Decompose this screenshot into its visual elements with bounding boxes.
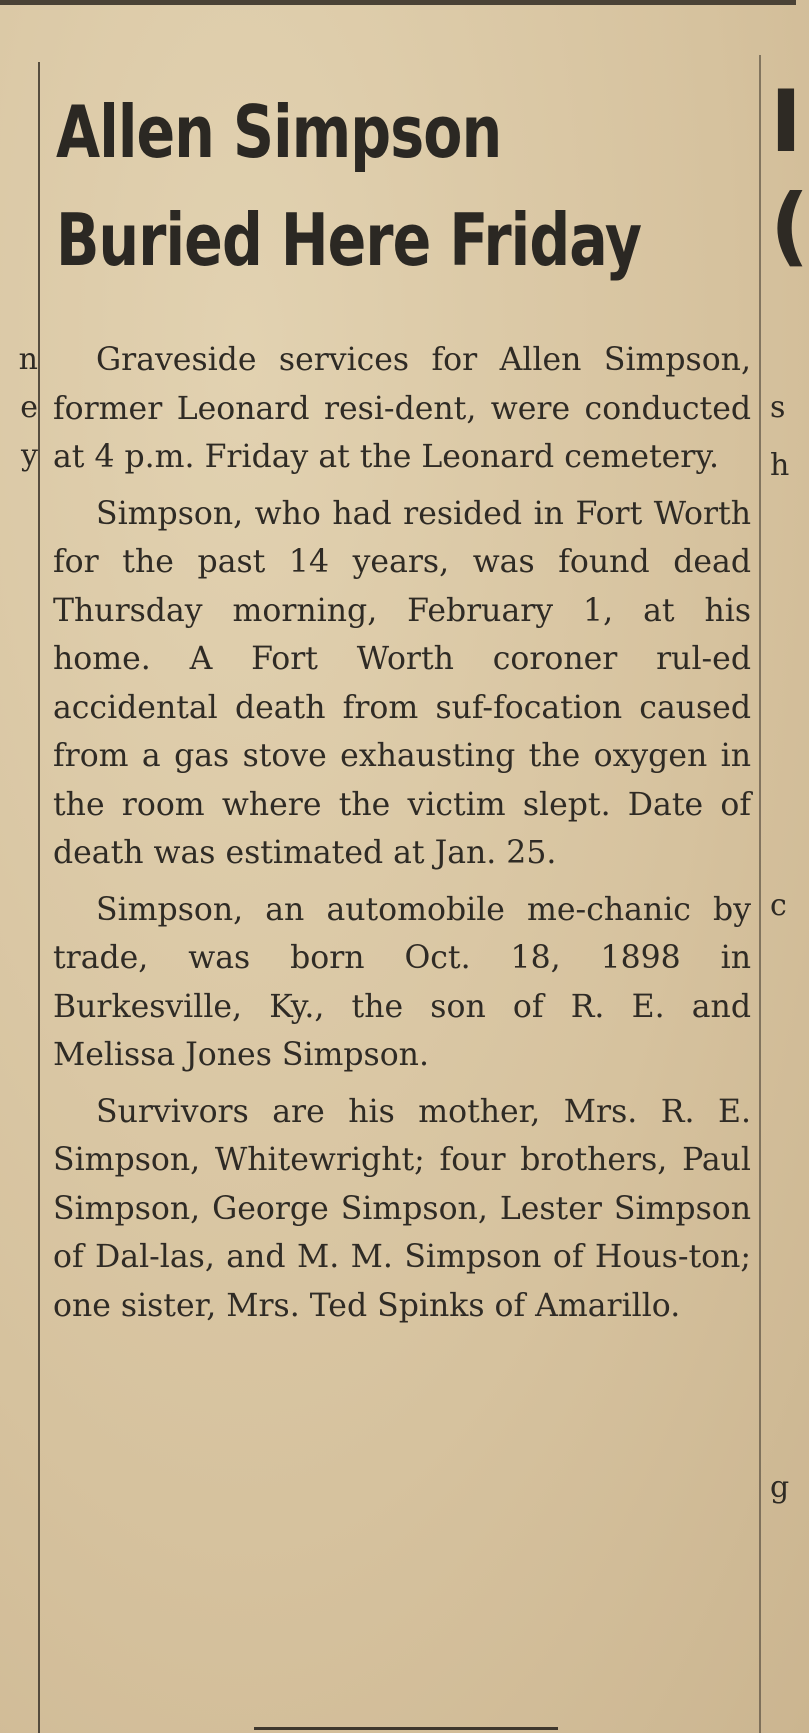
right-column-fragment: g xyxy=(770,1470,790,1505)
article-paragraph: Graveside services for Allen Simpson, former Leonard resi-dent, were conducted at 4 p.m. Friday at the Leonard cemetery. xyxy=(53,342,751,475)
right-column-fragment: c xyxy=(770,888,787,923)
left-column-fragment: y xyxy=(21,438,38,473)
article-body xyxy=(53,336,751,1338)
left-column-fragment: e xyxy=(20,390,38,425)
top-column-rule xyxy=(0,0,796,5)
article-headline: Allen Simpson Buried Here Friday xyxy=(56,90,642,282)
right-column-fragment: h xyxy=(770,448,790,483)
article-paragraph: Simpson, who had resided in Fort Worth for the past 14 years, was found dead Thursday morning, February 1, at his home. A Fort Worth coroner rul-ed accidental death from suf-focation caused from a gas stove exhausting the oxygen in the room where the victim slept. Date of death was estimated at Jan. 25. xyxy=(53,495,751,871)
article-end-rule xyxy=(254,1727,558,1730)
left-column-divider xyxy=(38,62,40,1733)
left-column-fragment: n xyxy=(18,342,38,377)
article-paragraph: Simpson, an automobile me-chanic by trade, was born Oct. 18, 1898 in Burkesville, Ky., the son of R. E. and Melissa Jones Simpson. xyxy=(53,891,751,1073)
article-paragraph: Survivors are his mother, Mrs. R. E. Simpson, Whitewright; four brothers, Paul Simpson, George Simpson, Lester Simpson of Dal-las, and M. M. Simpson of Hous-ton; one sister, Mrs. Ted Spinks of Amarillo. xyxy=(53,1093,751,1324)
right-headline-fragment: I xyxy=(770,72,802,172)
right-headline-fragment: ( xyxy=(770,176,809,276)
right-column-divider xyxy=(759,55,761,1733)
right-column-fragment: s xyxy=(770,390,786,425)
